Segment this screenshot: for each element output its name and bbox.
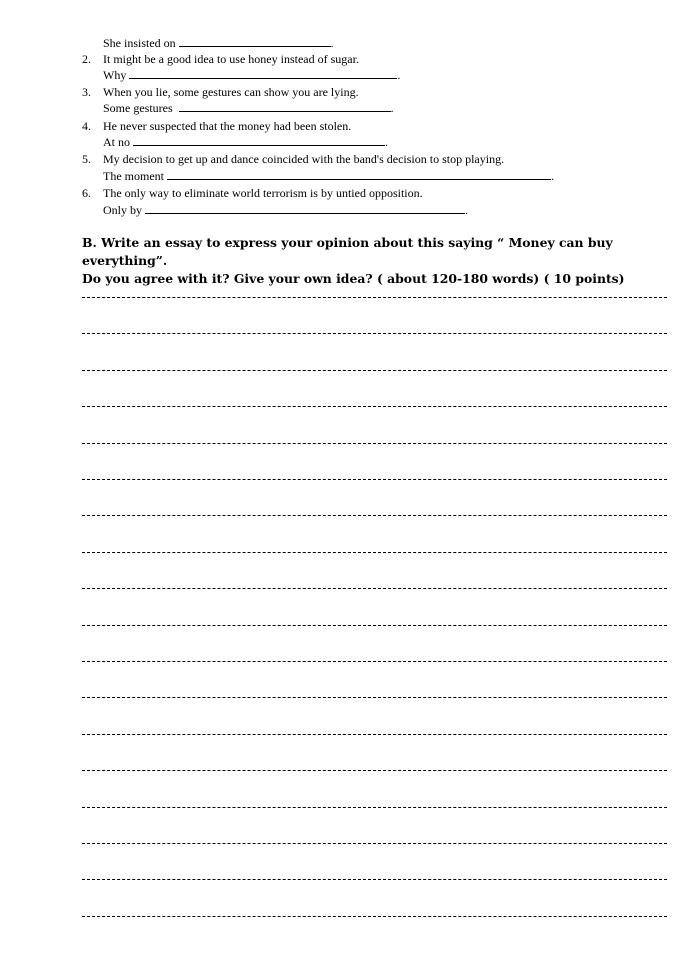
essay-line[interactable] xyxy=(82,879,667,880)
essay-line[interactable] xyxy=(82,333,667,334)
answer-prefix: The moment xyxy=(103,169,164,183)
section-b-instructions xyxy=(82,234,672,288)
essay-line[interactable] xyxy=(82,552,667,553)
item-sentence: When you lie, some gestures can show you are lying. xyxy=(103,85,359,99)
answer-prefix: Some gestures xyxy=(103,101,173,115)
essay-line[interactable] xyxy=(82,515,667,516)
answer-blank[interactable] xyxy=(133,134,385,146)
item-number: 3. xyxy=(82,85,91,99)
essay-line[interactable] xyxy=(82,770,667,771)
answer-blank[interactable] xyxy=(129,67,397,79)
item-sentence: He never suspected that the money had been stolen. xyxy=(103,119,352,133)
answer-prefix: At no xyxy=(103,135,130,149)
answer-prefix: Only by xyxy=(103,203,142,217)
item-sentence: My decision to get up and dance coincided with the band's decision to stop playing. xyxy=(103,152,505,166)
answer-prefix: Why xyxy=(103,68,127,82)
essay-line[interactable] xyxy=(82,661,667,662)
essay-line[interactable] xyxy=(82,916,667,917)
answer-prefix: She insisted on xyxy=(103,36,176,50)
answer-blank[interactable] xyxy=(167,168,551,180)
item-sentence: The only way to eliminate world terrorism is by untied opposition. xyxy=(103,186,423,200)
essay-line[interactable] xyxy=(82,807,667,808)
item-number: 2. xyxy=(82,52,91,66)
essay-line[interactable] xyxy=(82,625,667,626)
essay-line[interactable] xyxy=(82,734,667,735)
item-sentence: It might be a good idea to use honey instead of sugar. xyxy=(103,52,359,66)
item-number: 5. xyxy=(82,152,91,166)
answer-blank[interactable] xyxy=(145,202,465,214)
essay-line[interactable] xyxy=(82,297,667,298)
essay-line[interactable] xyxy=(82,697,667,698)
essay-line[interactable] xyxy=(82,843,667,844)
answer-blank[interactable] xyxy=(179,100,391,112)
essay-line[interactable] xyxy=(82,370,667,371)
section-b-line-1: B. Write an essay to express your opinion about this saying “ Money can buy everything”. xyxy=(82,235,613,268)
essay-line[interactable] xyxy=(82,406,667,407)
item-number: 4. xyxy=(82,119,91,133)
essay-line[interactable] xyxy=(82,588,667,589)
answer-blank[interactable] xyxy=(179,35,331,47)
section-b-line-2: Do you agree with it? Give your own idea? ( about 120-180 words) ( 10 points) xyxy=(82,271,625,286)
item-number: 6. xyxy=(82,186,91,200)
essay-line[interactable] xyxy=(82,443,667,444)
essay-line[interactable] xyxy=(82,479,667,480)
worksheet-page: She insisted on . 2. It might be a good idea to use honey instead of sugar. Why . 3. When you lie, some gestures can show you are lying. Some gestures . 4. He never suspected that the money had been stolen. At no . 5. My decision to get up and dance coincided with the band's decision to stop playing. The moment . 6. The only way to eliminate world terrorism is by untied opposition. Only by . B. Write an essay to express your opinion about this saying “ Money can buy everything”. Do you agree with it? Give your own idea? ( about 120-180 words) ( 10 points) xyxy=(0,0,700,960)
